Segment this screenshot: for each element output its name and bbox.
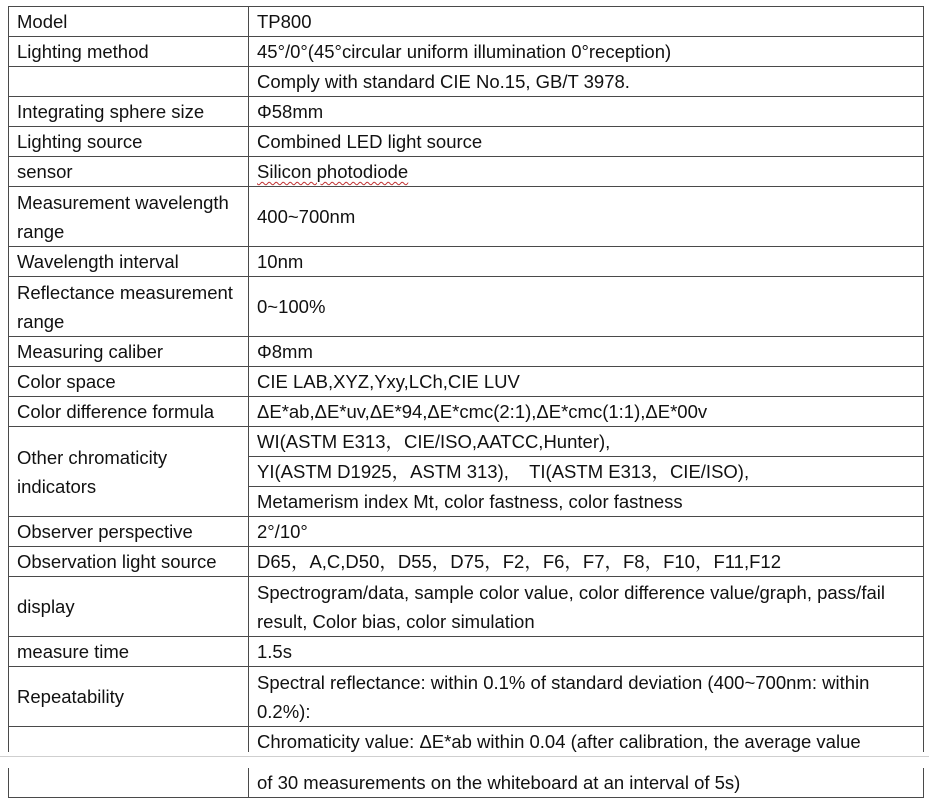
row-value-chromaticity-indicators [249,427,924,517]
row-label-wavelength-range: Measurement wavelength range [9,187,249,247]
row-label-chromaticity-indicators: Other chromaticity indicators [9,427,249,517]
row-value-wavelength-interval: 10nm [249,247,924,277]
row-label-sphere-size: Integrating sphere size [9,97,249,127]
table-row [9,247,924,277]
row-value-sensor-text: Silicon photodiode [257,161,409,182]
table-row [9,768,924,798]
table-row [9,577,924,637]
table-row [9,637,924,667]
row-label-display: display [9,577,249,637]
row-value-reflectance-range: 0~100% [249,277,924,337]
table-row [9,277,924,337]
row-label-sensor: sensor [9,157,249,187]
spec-table-continuation [8,768,924,798]
row-value-wavelength-range: 400~700nm [249,187,924,247]
row-value-chromaticity-value: Chromaticity value: ΔE*ab within 0.04 (after calibration, the average value [249,727,924,757]
row-label-observation-light: Observation light source [9,547,249,577]
row-label-lighting-source: Lighting source [9,127,249,157]
row-value-sensor [249,157,924,187]
row-label-measuring-caliber: Measuring caliber [9,337,249,367]
row-label-measure-time: measure time [9,637,249,667]
row-value-observation-light: D65，A,C,D50，D55，D75，F2，F6，F7，F8，F10，F11,F12 [249,547,924,577]
table-row [9,37,924,67]
row-value-sphere-size: Φ58mm [249,97,924,127]
row-value-standard: Comply with standard CIE No.15, GB/T 3978. [249,67,924,97]
table-row [9,187,924,247]
chromaticity-line-yi: YI(ASTM D1925，ASTM 313), TI(ASTM E313，CIE/ISO), [249,457,923,487]
table-row [9,397,924,427]
row-label-continuation [9,768,249,798]
row-value-lighting-source: Combined LED light source [249,127,924,157]
table-row [9,547,924,577]
page-break-line [0,756,929,757]
row-label-model: Model [9,7,249,37]
table-row [9,517,924,547]
row-value-color-space: CIE LAB,XYZ,Yxy,LCh,CIE LUV [249,367,924,397]
row-value-repeatability: Spectral reflectance: within 0.1% of standard deviation (400~700nm: within 0.2%): [249,667,924,727]
row-value-color-difference: ΔE*ab,ΔE*uv,ΔE*94,ΔE*cmc(2:1),ΔE*cmc(1:1),ΔE*00v [249,397,924,427]
table-row [9,367,924,397]
row-value-continuation: of 30 measurements on the whiteboard at an interval of 5s) [249,768,924,798]
table-row [9,67,924,97]
chromaticity-line-wi: WI(ASTM E313，CIE/ISO,AATCC,Hunter), [249,427,923,457]
table-row [9,127,924,157]
chromaticity-line-metamerism: Metamerism index Mt, color fastness, color fastness [257,491,683,512]
row-value-lighting-method: 45°/0°(45°circular uniform illumination 0°reception) [249,37,924,67]
row-label-observer-perspective: Observer perspective [9,517,249,547]
row-label-wavelength-interval: Wavelength interval [9,247,249,277]
row-value-display: Spectrogram/data, sample color value, color difference value/graph, pass/fail result, Color bias, color simulation [249,577,924,637]
page-break [0,752,929,768]
row-label-repeatability: Repeatability [9,667,249,727]
table-row [9,337,924,367]
row-value-measure-time: 1.5s [249,637,924,667]
row-label-reflectance-range: Reflectance measurement range [9,277,249,337]
table-row [9,667,924,727]
row-label-standard [9,67,249,97]
row-value-observer-perspective: 2°/10° [249,517,924,547]
row-value-measuring-caliber: Φ8mm [249,337,924,367]
row-value-model: TP800 [249,7,924,37]
row-label-lighting-method: Lighting method [9,37,249,67]
table-row [9,97,924,127]
table-row [9,427,924,517]
row-label-color-space: Color space [9,367,249,397]
table-row [9,7,924,37]
spec-table [8,6,924,757]
table-row [9,157,924,187]
row-label-color-difference: Color difference formula [9,397,249,427]
